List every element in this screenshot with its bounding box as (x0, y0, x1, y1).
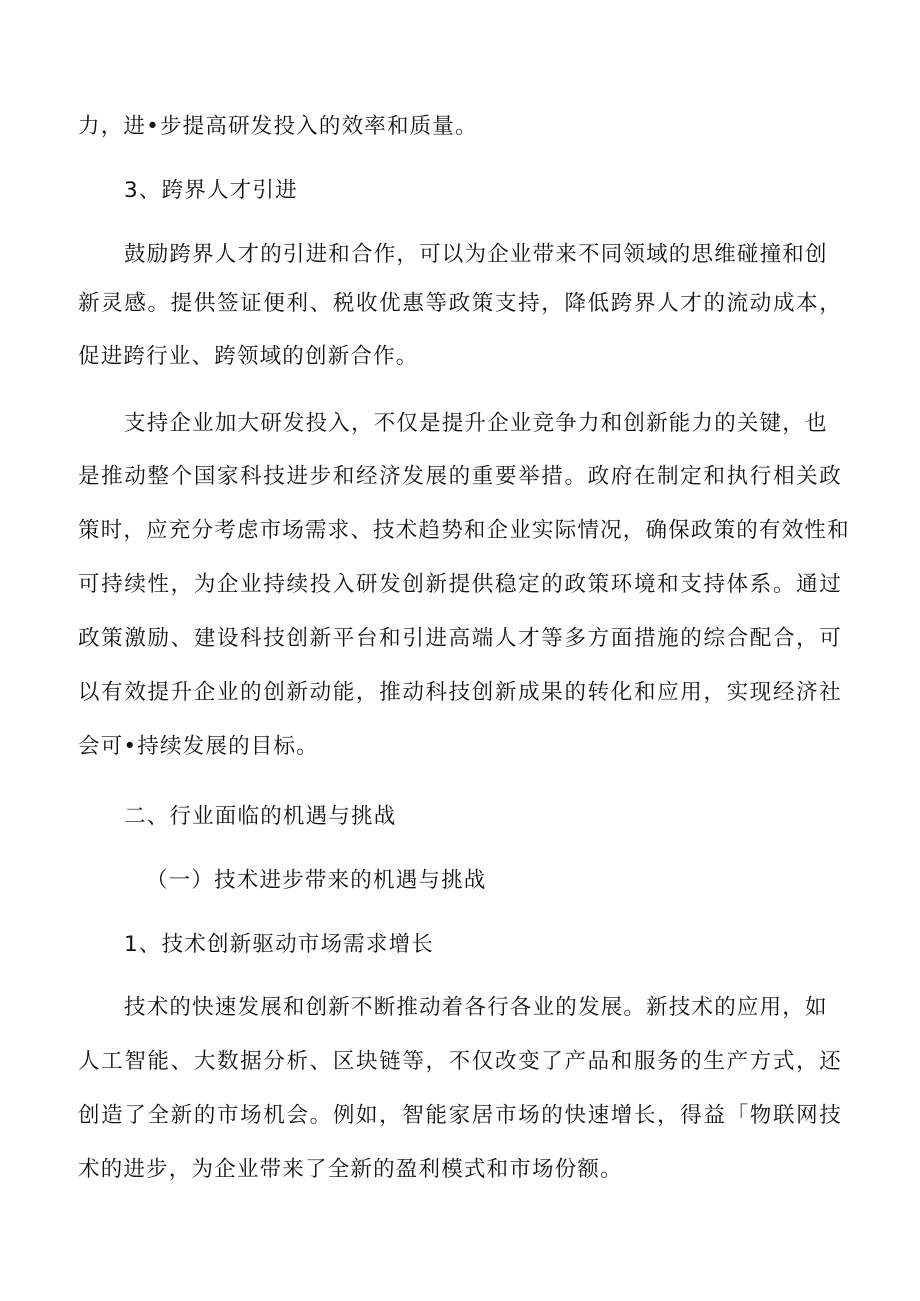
paragraph-line: 是推动整个国家科技进步和经济发展的重要举措。政府在制定和执行相关政 (78, 464, 842, 489)
paragraph-line: 术的进步，为企业带来了全新的盈利模式和市场份额。 (78, 1157, 623, 1182)
section-heading: 二、行业面临的机遇与挑战 (124, 804, 397, 829)
paragraph-line: 鼓励跨界人才的引进和合作，可以为企业带来不同领域的思维碰撞和创 (124, 242, 828, 267)
paragraph-line: 策时，应充分考虑市场需求、技术趋势和企业实际情况，确保政策的有效性和 (78, 518, 850, 543)
heading-cross-border-talent: 3、跨界人才引进 (124, 178, 298, 203)
paragraph-line: 促进跨行业、跨领域的创新合作。 (78, 344, 419, 369)
paragraph-line: 会可•持续发展的目标。 (78, 734, 319, 759)
paragraph-line: 人工智能、大数据分析、区块链等，不仅改变了产品和服务的生产方式，还 (78, 1049, 842, 1074)
paragraph-line: 创造了全新的市场机会。例如，智能家居市场的快速增长，得益「物联网技 (78, 1103, 842, 1128)
item-heading: 1、技术创新驱动市场需求增长 (124, 932, 434, 957)
paragraph-line: 以有效提升企业的创新动能，推动科技创新成果的转化和应用，实现经济社 (78, 680, 842, 705)
paragraph-line: 政策激励、建设科技创新平台和引进高端人才等多方面措施的综合配合，可 (78, 626, 842, 651)
paragraph-line: 力，进•步提高研发投入的效率和质量。 (78, 114, 478, 139)
paragraph-line: 新灵感。提供签证便利、税收优惠等政策支持，降低跨界人才的流动成本， (78, 291, 842, 316)
paragraph-line: 技术的快速发展和创新不断推动着各行各业的发展。新技术的应用，如 (124, 995, 828, 1020)
paragraph-line: 支持企业加大研发投入，不仅是提升企业竞争力和创新能力的关键，也 (124, 411, 828, 436)
subsection-heading: （一）技术进步带来的机遇与挑战 (146, 868, 487, 893)
paragraph-line: 可持续性，为企业持续投入研发创新提供稳定的政策环境和支持体系。通过 (78, 572, 842, 597)
